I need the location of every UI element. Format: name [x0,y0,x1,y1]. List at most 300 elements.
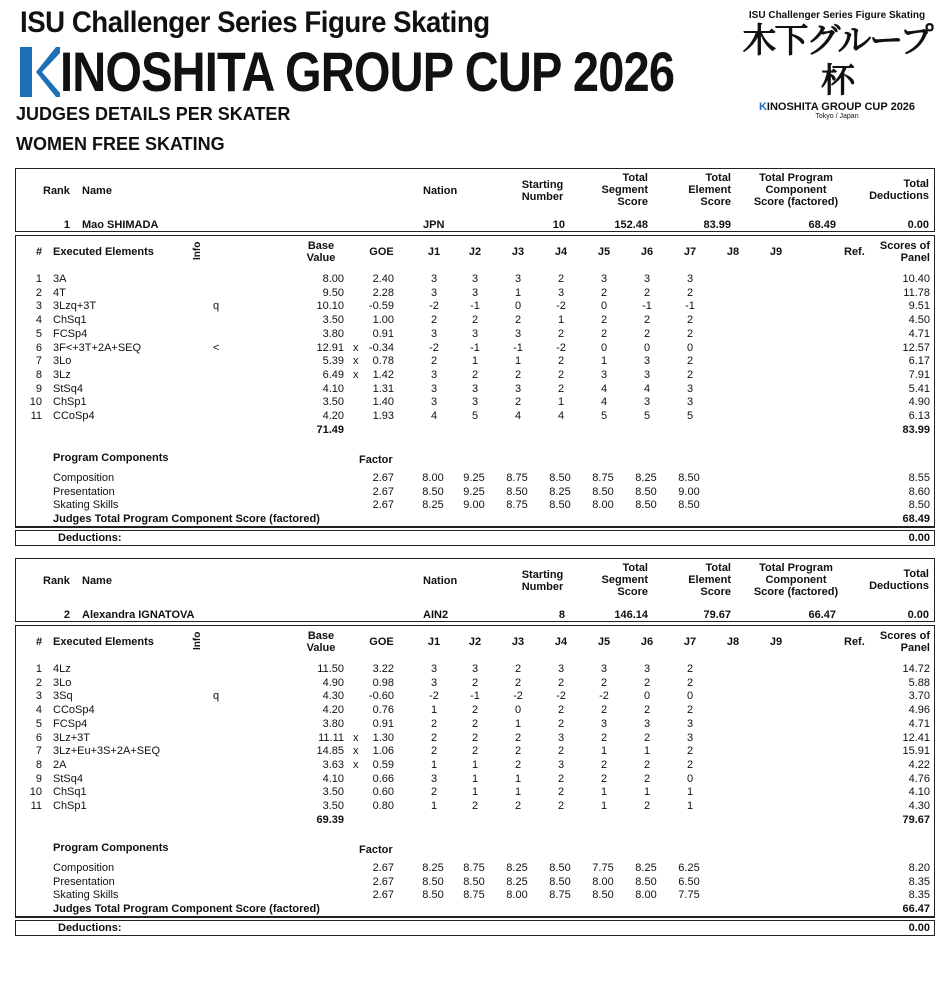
ref-col-header: Ref. [844,636,865,648]
component-panel-score: 8.20 [908,862,930,874]
element-judge-score: 2 [686,745,694,758]
component-judge-score: 8.00 [592,875,614,888]
component-judge-score: 8.75 [506,499,528,511]
element-judge-score: 2 [471,731,479,744]
skater-tes: 79.67 [703,609,731,621]
element-judge-score: 3 [430,663,438,675]
element-judge-score: 0 [643,341,651,354]
element-judge-score: -2 [556,341,566,354]
element-judge-score: 2 [643,731,651,744]
element-panel-score: 4.71 [908,717,930,730]
element-code: 3Lz [53,368,71,381]
element-base-value: 3.50 [322,396,344,409]
element-judge-score: 3 [643,663,651,675]
element-judge-score: -2 [599,690,609,703]
element-judge-score: 2 [600,772,608,785]
element-bonus-mark: x [353,341,359,354]
element-code: CCoSp4 [53,410,95,422]
element-number: 1 [35,663,42,675]
nation-header: Nation [423,575,458,587]
element-goe: 1.93 [372,410,394,422]
tss-header-2: Segment [601,184,648,196]
element-judge-score: 3 [557,286,565,299]
element-judge-score: 5 [686,410,694,422]
element-number: 8 [35,368,42,381]
element-judge-score: 3 [686,396,694,409]
element-goe: 0.66 [372,772,394,785]
element-judge-score: 1 [430,704,438,717]
element-judge-score: 1 [643,745,651,758]
element-base-value: 11.11 [318,731,344,744]
element-code: ChSq1 [53,786,87,799]
tes-header-1: Total [705,172,731,184]
element-judge-score: 2 [643,772,651,785]
element-judge-score: 2 [430,731,438,744]
judge-header-3: J3 [511,636,525,648]
component-judge-score: 8.50 [549,499,571,511]
element-judge-score: 2 [557,327,565,340]
component-judge-score: 8.50 [463,875,485,888]
tes-header-2: Element [688,184,731,196]
rank-header: Rank [43,185,70,197]
judge-header-1: J1 [427,636,441,648]
element-judge-score: 0 [686,341,694,354]
judge-header-5: J5 [597,636,611,648]
pcs-header-1: Total Program [759,562,833,574]
element-code: 3Lo [53,355,72,368]
element-judge-score: 2 [557,800,565,812]
element-goe: 0.91 [372,327,394,340]
element-judge-score: 2 [471,676,479,689]
element-judge-score: 2 [514,758,522,771]
element-judge-score: 2 [471,717,479,730]
starting-header: Starting [521,569,564,581]
element-bonus-mark: x [353,758,359,771]
component-judge-score: 8.50 [549,862,571,874]
element-base-value: 3.50 [322,314,344,327]
element-judge-score: 3 [514,382,522,395]
element-judge-score: -1 [470,690,480,703]
element-judge-score: 2 [557,745,565,758]
element-judge-score: 2 [643,676,651,689]
component-judge-score: 8.50 [549,875,571,888]
element-judge-score: 2 [430,355,438,368]
element-judge-score: 2 [557,786,565,799]
element-judge-score: 3 [430,273,438,285]
component-factor: 2.67 [372,472,394,484]
component-judge-score: 8.50 [592,485,614,498]
element-judge-score: 3 [514,273,522,285]
element-code: StSq4 [53,382,83,395]
element-base-value: 5.39 [322,355,344,368]
components-header: Program Components [53,452,169,464]
logo-location: Tokyo / Japan [815,113,859,120]
element-bonus-mark: x [353,731,359,744]
component-judge-score: 8.50 [422,875,444,888]
element-number: 9 [35,772,42,785]
element-number: 2 [35,286,42,299]
pcs-total-label: Judges Total Program Component Score (factored) [53,903,320,915]
element-judge-score: 2 [430,717,438,730]
ded-header-1: Total [903,178,929,190]
element-judge-score: 2 [557,676,565,689]
element-judge-score: 2 [430,745,438,758]
element-base-value: 4.30 [322,690,344,703]
rank-header: Rank [43,575,70,587]
element-judge-score: 0 [514,300,522,313]
element-judge-score: 3 [600,273,608,285]
element-judge-score: 3 [430,327,438,340]
logo-event-name: KINOSHITA GROUP CUP 2026 [758,101,916,113]
element-judge-score: 2 [686,286,694,299]
element-base-value: 3.50 [322,800,344,812]
skater-rank: 2 [63,609,70,621]
element-judge-score: 3 [600,368,608,381]
pcs-header-2: Component [765,574,827,586]
skater-start-number: 10 [552,219,565,231]
element-judge-score: 3 [643,717,651,730]
divider [16,916,934,917]
element-code: 2A [53,758,67,771]
element-goe: 1.00 [372,314,394,327]
component-factor: 2.67 [372,485,394,498]
element-judge-score: 1 [471,355,479,368]
element-code: ChSq1 [53,314,87,327]
panel-header-2: Panel [900,252,930,264]
tss-header-1: Total [622,172,648,184]
element-judge-score: 2 [557,382,565,395]
component-judge-score: 9.00 [463,499,485,511]
ded-header-1: Total [903,568,929,580]
element-judge-score: 2 [600,731,608,744]
element-judge-score: 2 [514,745,522,758]
element-bonus-mark: x [353,355,359,368]
element-judge-score: 2 [600,327,608,340]
tss-header-3: Score [617,586,648,598]
element-judge-score: 2 [686,327,694,340]
component-judge-score: 8.50 [422,889,444,901]
component-judge-score: 8.50 [635,499,657,511]
element-judge-score: 1 [643,786,651,799]
deductions-box [15,920,935,936]
element-judge-score: 2 [430,314,438,327]
element-goe: 0.91 [372,717,394,730]
element-judge-score: 2 [557,704,565,717]
component-judge-score: 8.50 [549,472,571,484]
skater-tss: 146.14 [614,609,648,621]
element-goe: 0.60 [372,786,394,799]
element-judge-score: 2 [557,355,565,368]
number-header: Number [521,581,564,593]
component-judge-score: 8.25 [506,875,528,888]
element-judge-score: 2 [514,676,522,689]
element-goe: -0.59 [368,300,394,313]
component-judge-score: 8.50 [592,889,614,901]
element-judge-score: 5 [643,410,651,422]
element-judge-score: 3 [643,273,651,285]
elements-panel-total: 83.99 [902,423,930,436]
deductions-label: Deductions: [58,532,122,544]
element-judge-score: 1 [557,396,565,409]
number-header: Number [521,191,564,203]
component-judge-score: 6.25 [678,862,700,874]
element-code: FCSp4 [53,327,88,340]
event-logo [742,10,932,120]
element-judge-score: 4 [514,410,522,422]
element-judge-score: 3 [686,382,694,395]
nation-header: Nation [423,185,458,197]
element-judge-score: 1 [471,758,479,771]
element-judge-score: -1 [513,341,523,354]
element-goe: 2.28 [372,286,394,299]
element-judge-score: 2 [471,745,479,758]
skater-nation: AIN2 [423,609,449,621]
element-judge-score: 2 [643,704,651,717]
element-bonus-mark: x [353,368,359,381]
component-panel-score: 8.55 [908,472,930,484]
element-judge-score: 1 [686,786,694,799]
element-judge-score: 2 [471,800,479,812]
k-logo-icon [20,43,60,99]
element-base-value: 11.50 [317,663,344,675]
judge-header-8: J8 [726,636,740,648]
component-name: Skating Skills [53,499,119,511]
element-panel-score: 4.30 [908,800,930,812]
tes-header-3: Score [700,196,731,208]
element-panel-score: 11.78 [903,286,930,299]
element-judge-score: 3 [686,717,694,730]
element-judge-score: 2 [600,758,608,771]
element-judge-score: 3 [430,396,438,409]
elements-col-header: Executed Elements [53,636,154,648]
skater-summary-box [15,558,935,622]
element-number: 9 [35,382,42,395]
component-judge-score: 8.50 [422,485,444,498]
element-code: 3Lzq+3T [53,300,97,313]
component-judge-score: 8.25 [635,472,657,484]
element-judge-score: 3 [686,273,694,285]
element-judge-score: 2 [471,314,479,327]
component-name: Presentation [53,875,115,888]
element-base-value: 3.80 [322,717,344,730]
element-panel-score: 7.91 [908,368,930,381]
element-judge-score: 3 [643,355,651,368]
element-judge-score: 2 [686,355,694,368]
element-panel-score: 6.13 [908,410,930,422]
element-judge-score: 2 [514,368,522,381]
element-goe: 0.78 [372,355,394,368]
base-header-2: Value [306,252,336,264]
element-judge-score: 3 [471,663,479,675]
element-judge-score: 2 [557,717,565,730]
element-goe: 0.80 [372,800,394,812]
event-title [20,40,791,102]
element-judge-score: 1 [514,355,522,368]
element-code: ChSp1 [53,800,87,812]
element-judge-score: 2 [600,704,608,717]
element-judge-score: 1 [600,786,608,799]
judge-header-7: J7 [683,636,697,648]
element-code: CCoSp4 [53,704,95,717]
element-base-value: 3.80 [322,327,344,340]
component-judge-score: 8.50 [635,875,657,888]
element-judge-score: 0 [643,690,651,703]
skater-deductions: 0.00 [907,219,929,231]
element-judge-score: 2 [430,786,438,799]
tes-header-1: Total [705,562,731,574]
element-code: 3F<+3T+2A+SEQ [53,341,142,354]
base-value-total: 69.39 [316,813,344,826]
element-number: 2 [35,676,42,689]
element-judge-score: 2 [686,368,694,381]
component-judge-score: 8.00 [635,889,657,901]
element-judge-score: 4 [643,382,651,395]
element-goe: 1.40 [372,396,394,409]
element-judge-score: 1 [514,786,522,799]
element-code: 3Lz+3T [53,731,90,744]
pcs-header-3: Score (factored) [753,586,839,598]
skater-details-box [15,625,935,918]
component-judge-score: 7.75 [592,862,614,874]
element-judge-score: 2 [643,286,651,299]
judge-header-2: J2 [468,636,482,648]
name-header: Name [82,575,112,587]
element-panel-score: 4.10 [908,786,930,799]
element-judge-score: 5 [600,410,608,422]
element-number: 11 [30,410,42,422]
goe-col-header: GOE [369,246,394,258]
judge-header-4: J4 [554,246,568,258]
element-judge-score: 4 [600,396,608,409]
element-panel-score: 10.40 [902,273,930,285]
component-panel-score: 8.50 [908,499,930,511]
element-number: 6 [35,731,42,744]
element-judge-score: 3 [600,663,608,675]
base-value-total: 71.49 [316,423,344,436]
element-base-value: 4.10 [322,382,344,395]
component-name: Composition [53,862,115,874]
skater-pcs: 66.47 [808,609,836,621]
element-judge-score: 2 [686,704,694,717]
element-judge-score: 4 [600,382,608,395]
component-judge-score: 8.00 [422,472,444,484]
elements-col-header: Executed Elements [53,246,154,258]
component-judge-score: 8.50 [506,485,528,498]
element-judge-score: 2 [514,314,522,327]
element-goe: 1.31 [372,382,394,395]
element-goe: -0.60 [368,690,394,703]
element-judge-score: -1 [685,300,695,313]
report-title: JUDGES DETAILS PER SKATER [16,104,291,124]
element-info: q [213,690,220,703]
component-judge-score: 8.75 [463,862,485,874]
tss-header-1: Total [622,562,648,574]
component-judge-score: 6.50 [678,875,700,888]
pcs-header-2: Component [765,184,827,196]
element-base-value: 12.91 [316,341,344,354]
judge-header-8: J8 [726,246,740,258]
element-judge-score: 3 [430,382,438,395]
skater-details-box [15,235,935,528]
element-judge-score: 2 [686,758,694,771]
deductions-value: 0.00 [908,532,930,544]
element-judge-score: 1 [514,286,522,299]
elements-panel-total: 79.67 [902,813,930,826]
element-number: 1 [35,273,42,285]
divider [16,526,934,527]
element-info: < [213,341,220,354]
element-judge-score: 2 [557,772,565,785]
element-number: 11 [30,800,42,812]
component-judge-score: 8.25 [422,862,444,874]
element-goe: 1.06 [372,745,394,758]
element-code: 4Lz [53,663,71,675]
element-judge-score: 2 [514,663,522,675]
component-factor: 2.67 [372,499,394,511]
element-judge-score: -2 [556,300,566,313]
element-judge-score: 2 [600,286,608,299]
element-judge-score: -2 [429,341,439,354]
judge-header-6: J6 [640,636,654,648]
element-judge-score: 0 [600,300,608,313]
ref-col-header: Ref. [844,246,865,258]
element-judge-score: 2 [643,800,651,812]
deductions-box [15,530,935,546]
element-judge-score: 3 [557,758,565,771]
segment-title: WOMEN FREE SKATING [16,134,225,154]
element-number: 7 [35,355,42,368]
judge-header-9: J9 [769,636,783,648]
logo-japanese: 木下グループ杯 [742,21,932,101]
component-judge-score: 9.25 [463,472,485,484]
judge-header-3: J3 [511,246,525,258]
element-code: 4T [53,286,66,299]
tes-header-3: Score [700,586,731,598]
element-judge-score: 1 [600,355,608,368]
element-goe: 2.40 [372,273,394,285]
element-judge-score: 2 [600,314,608,327]
element-judge-score: 2 [643,758,651,771]
panel-header-1: Scores of [879,630,930,642]
element-number: 10 [29,786,42,799]
element-judge-score: 3 [686,731,694,744]
element-panel-score: 5.41 [908,382,930,395]
series-title: ISU Challenger Series Figure Skating [20,6,490,39]
element-goe: 1.42 [372,368,394,381]
element-judge-score: 2 [686,676,694,689]
skater-pcs: 68.49 [808,219,836,231]
component-factor: 2.67 [372,862,394,874]
element-judge-score: 3 [643,368,651,381]
element-judge-score: 3 [557,663,565,675]
component-judge-score: 8.25 [549,485,571,498]
tes-header-2: Element [688,574,731,586]
element-code: 3A [53,273,67,285]
element-base-value: 4.10 [322,772,344,785]
element-judge-score: 0 [514,704,522,717]
element-judge-score: -1 [470,300,480,313]
element-judge-score: 2 [557,273,565,285]
component-judge-score: 8.50 [678,499,700,511]
panel-header-2: Panel [900,642,930,654]
element-panel-score: 9.51 [908,300,930,313]
component-factor: 2.67 [372,875,394,888]
skater-name: Alexandra IGNATOVA [82,609,195,621]
element-judge-score: 5 [471,410,479,422]
number-col-header: # [36,246,43,258]
component-name: Skating Skills [53,889,119,901]
element-base-value: 14.85 [316,745,344,758]
